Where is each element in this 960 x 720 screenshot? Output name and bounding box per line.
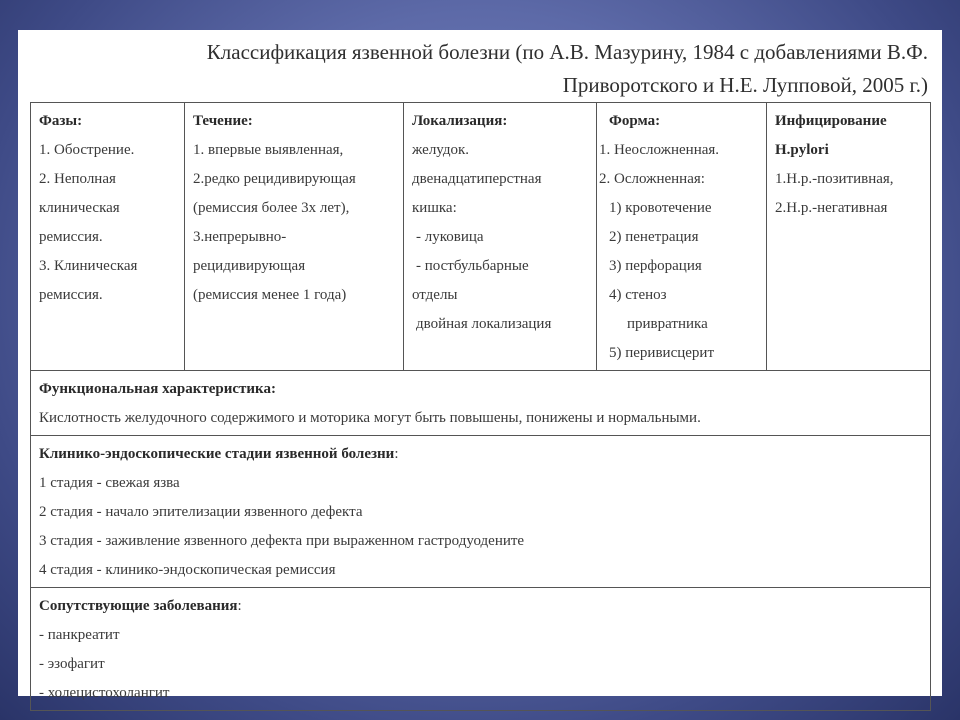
cell-functional <box>31 371 931 436</box>
cell-localization <box>404 103 597 371</box>
list-item: 1 стадия - свежая язва <box>39 475 180 491</box>
list-item: кишка: <box>412 200 457 216</box>
comorbid-colon: : <box>237 598 242 614</box>
list-item: отделы <box>412 287 458 303</box>
slide-title <box>32 36 928 102</box>
title-line-1: Классификация язвенной болезни (по А.В. Мазурину, 1984 с добавлениями В.Ф. <box>206 40 928 64</box>
list-item: 1. Неосложненная. <box>599 142 720 158</box>
localization-header: Локализация: <box>412 113 508 129</box>
infection-header-line-1: Инфицирование <box>775 113 887 129</box>
comorbid-header: Сопутствующие заболевания <box>39 598 238 614</box>
stages-header: Клинико-эндоскопические стадии язвенной болезни <box>39 446 395 462</box>
list-item: привратника <box>627 316 708 332</box>
list-item: 2.редко рецидивирующая <box>193 171 356 187</box>
title-line-2: Приворотского и Н.Е. Лупповой, 2005 г.) <box>562 73 928 97</box>
table-row-main <box>31 103 931 371</box>
table-row-comorbid <box>31 588 931 711</box>
table-row-stages <box>31 436 931 588</box>
list-item: 3. Клиническая <box>39 258 138 274</box>
list-item: - эзофагит <box>39 656 105 672</box>
list-item: 3 стадия - заживление язвенного дефекта при выраженном гастродуодените <box>39 533 525 549</box>
list-item: 1. Обострение. <box>39 142 135 158</box>
list-item: - постбульбарные <box>416 258 529 274</box>
list-item: - холецистохолангит <box>39 685 170 701</box>
functional-header: Функциональная характеристика: <box>39 381 276 397</box>
list-item: 3) перфорация <box>609 258 702 274</box>
list-item: 5) перивисцерит <box>609 345 714 361</box>
list-item: ремиссия. <box>39 287 103 303</box>
list-item: - луковица <box>416 229 484 245</box>
list-item: 2. Неполная <box>39 171 116 187</box>
stages-colon: : <box>394 446 399 462</box>
list-item: 4) стеноз <box>609 287 667 303</box>
list-item: - панкреатит <box>39 627 120 643</box>
list-item: 2.Н.р.-негативная <box>775 200 888 216</box>
list-item: (ремиссия менее 1 года) <box>193 287 347 303</box>
slide <box>18 30 942 701</box>
list-item: рецидивирующая <box>193 258 306 274</box>
list-item: (ремиссия более 3х лет), <box>193 200 350 216</box>
list-item: двойная локализация <box>416 316 552 332</box>
list-item: двенадцатиперстная <box>412 171 542 187</box>
list-item: 3.непрерывно- <box>193 229 287 245</box>
cell-comorbid <box>31 588 931 711</box>
cell-stages <box>31 436 931 588</box>
cell-form <box>597 103 767 371</box>
list-item: 2 стадия - начало эпителизации язвенного дефекта <box>39 504 363 520</box>
list-item: ремиссия. <box>39 229 103 245</box>
cell-phases <box>31 103 185 371</box>
cell-course <box>185 103 404 371</box>
list-item: желудок. <box>412 142 470 158</box>
cell-infection <box>767 103 931 371</box>
list-item: 4 стадия - клинико-эндоскопическая ремиссия <box>39 562 336 578</box>
classification-table <box>30 102 931 711</box>
list-item: 1) кровотечение <box>609 200 712 216</box>
list-item: клиническая <box>39 200 120 216</box>
functional-text: Кислотность желудочного содержимого и моторика могут быть повышены, понижены и нормальными. <box>39 410 701 426</box>
list-item: 1.Н.р.-позитивная, <box>775 171 894 187</box>
phases-header: Фазы: <box>39 113 83 129</box>
table-row-functional <box>31 371 931 436</box>
list-item: 1. впервые выявленная, <box>193 142 344 158</box>
course-header: Течение: <box>193 113 253 129</box>
list-item: 2) пенетрация <box>609 229 699 245</box>
form-header: Форма: <box>609 113 661 129</box>
list-item: 2. Осложненная: <box>599 171 705 187</box>
infection-header-line-2: H.pylori <box>775 142 829 158</box>
